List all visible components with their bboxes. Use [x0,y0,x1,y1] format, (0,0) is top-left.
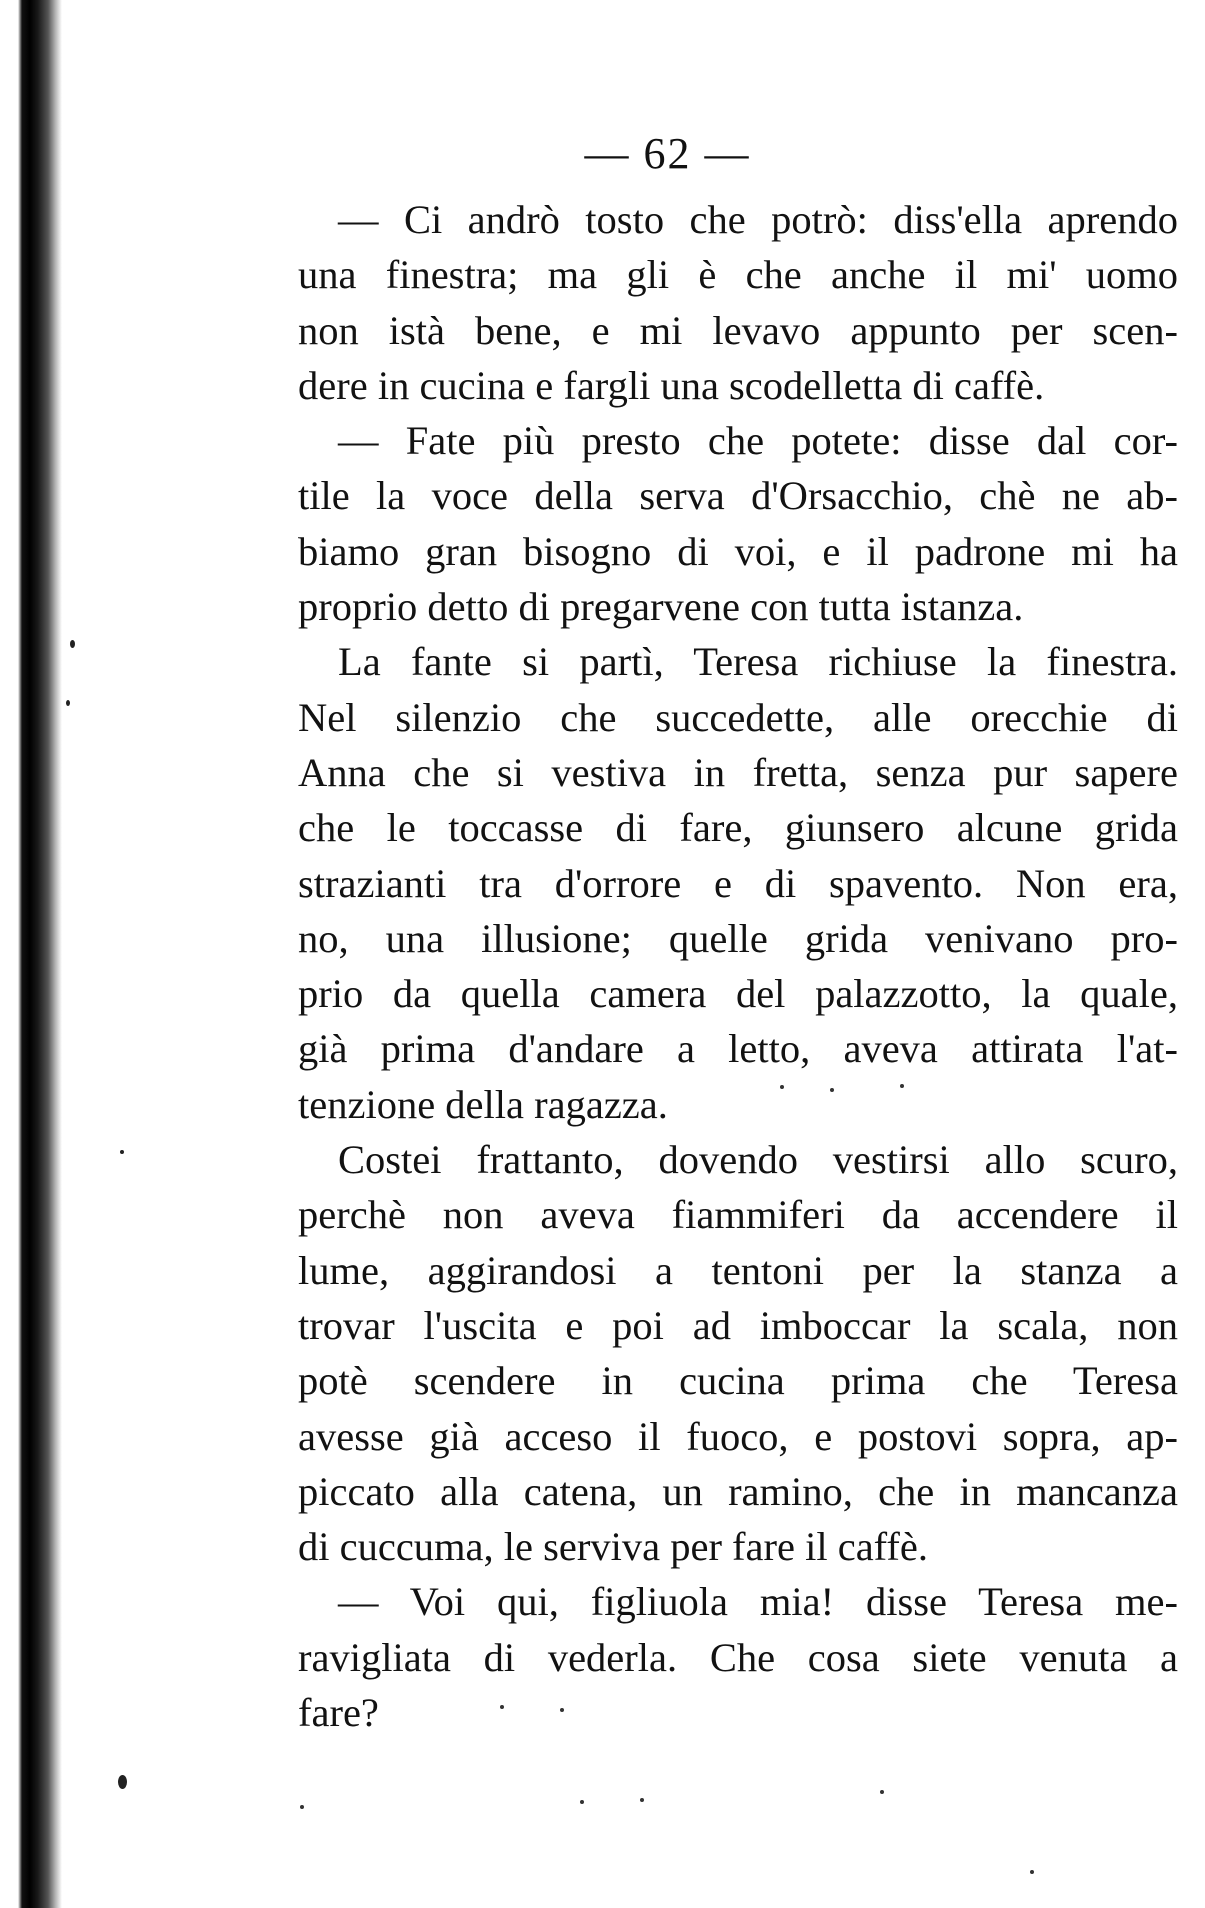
text-line: — Fate più presto che potete: disse dal cor- [338,418,1178,464]
text-line: dere in cucina e fargli una scodelletta di caffè. [298,362,1045,408]
text-line: ravigliata di vederla. Che cosa siete venuta a [298,1634,1178,1680]
scan-dot [900,1084,904,1088]
text-line: — Ci andrò tosto che potrò: diss'ella aprendo [338,197,1178,242]
page-number: — 62 — [584,129,751,178]
text-line: prio da quella camera del palazzotto, la quale, [298,971,1178,1017]
scan-dot [780,1085,784,1089]
scan-dot [560,1708,564,1712]
scan-dot [500,1705,504,1709]
text-line: strazianti tra d'orrore e di spavento. Non era, [298,860,1178,906]
scan-dot [830,1088,834,1092]
scan-dot [880,1790,884,1794]
paragraph [298,634,1178,1132]
text-line: lume, aggirandosi a tentoni per la stanza a [298,1247,1178,1293]
paragraph [298,1574,1178,1740]
text-line: non istà bene, e mi levavo appunto per scen- [298,307,1178,353]
scan-speck [118,1775,127,1789]
text-line: piccato alla catena, un ramino, che in mancanza [298,1468,1178,1514]
paragraph [298,413,1178,634]
text-line: no, una illusione; quelle grida venivano pro- [298,915,1178,961]
text-line: tenzione della ragazza. [298,1081,668,1127]
text-line: Nel silenzio che succedette, alle orecchie di [298,694,1178,740]
scan-dot [300,1805,304,1809]
text-line: — Voi qui, figliuola mia! disse Teresa me- [338,1579,1178,1625]
scan-speck [120,1150,124,1154]
paragraph [298,1132,1178,1574]
text-line: La fante si partì, Teresa richiuse la finestra. [338,639,1178,685]
text-line: proprio detto di pregarvene con tutta istanza. [298,584,1024,630]
text-line: perchè non aveva fiammiferi da accendere il [298,1192,1178,1238]
paragraph [298,192,1178,413]
scan-speck [70,640,75,648]
scan-dot [580,1800,584,1804]
text-line: potè scendere in cucina prima che Teresa [298,1358,1178,1404]
text-line: fare? [298,1690,379,1736]
text-line: tile la voce della serva d'Orsacchio, chè ne ab- [298,473,1178,519]
text-line: biamo gran bisogno di voi, e il padrone mi ha [298,528,1178,574]
text-line: Costei frattanto, dovendo vestirsi allo scuro, [338,1137,1178,1183]
text-line: già prima d'andare a letto, aveva attirata l'at- [298,1026,1178,1072]
scan-dot [640,1798,644,1802]
text-line: Anna che si vestiva in fretta, senza pur sapere [298,749,1178,795]
scan-speck [66,700,70,706]
binding-edge [0,0,62,1908]
text-line: di cuccuma, le serviva per fare il caffè. [298,1524,929,1570]
text-line: avesse già acceso il fuoco, e postovi sopra, ap- [298,1413,1178,1459]
text-line: una finestra; ma gli è che anche il mi' uomo [298,252,1178,298]
body-text [298,192,1178,1740]
scan-dot [1030,1870,1034,1874]
text-line: trovar l'uscita e poi ad imboccar la scala, non [298,1302,1178,1348]
text-line: che le toccasse di fare, giunsero alcune grida [298,805,1178,851]
